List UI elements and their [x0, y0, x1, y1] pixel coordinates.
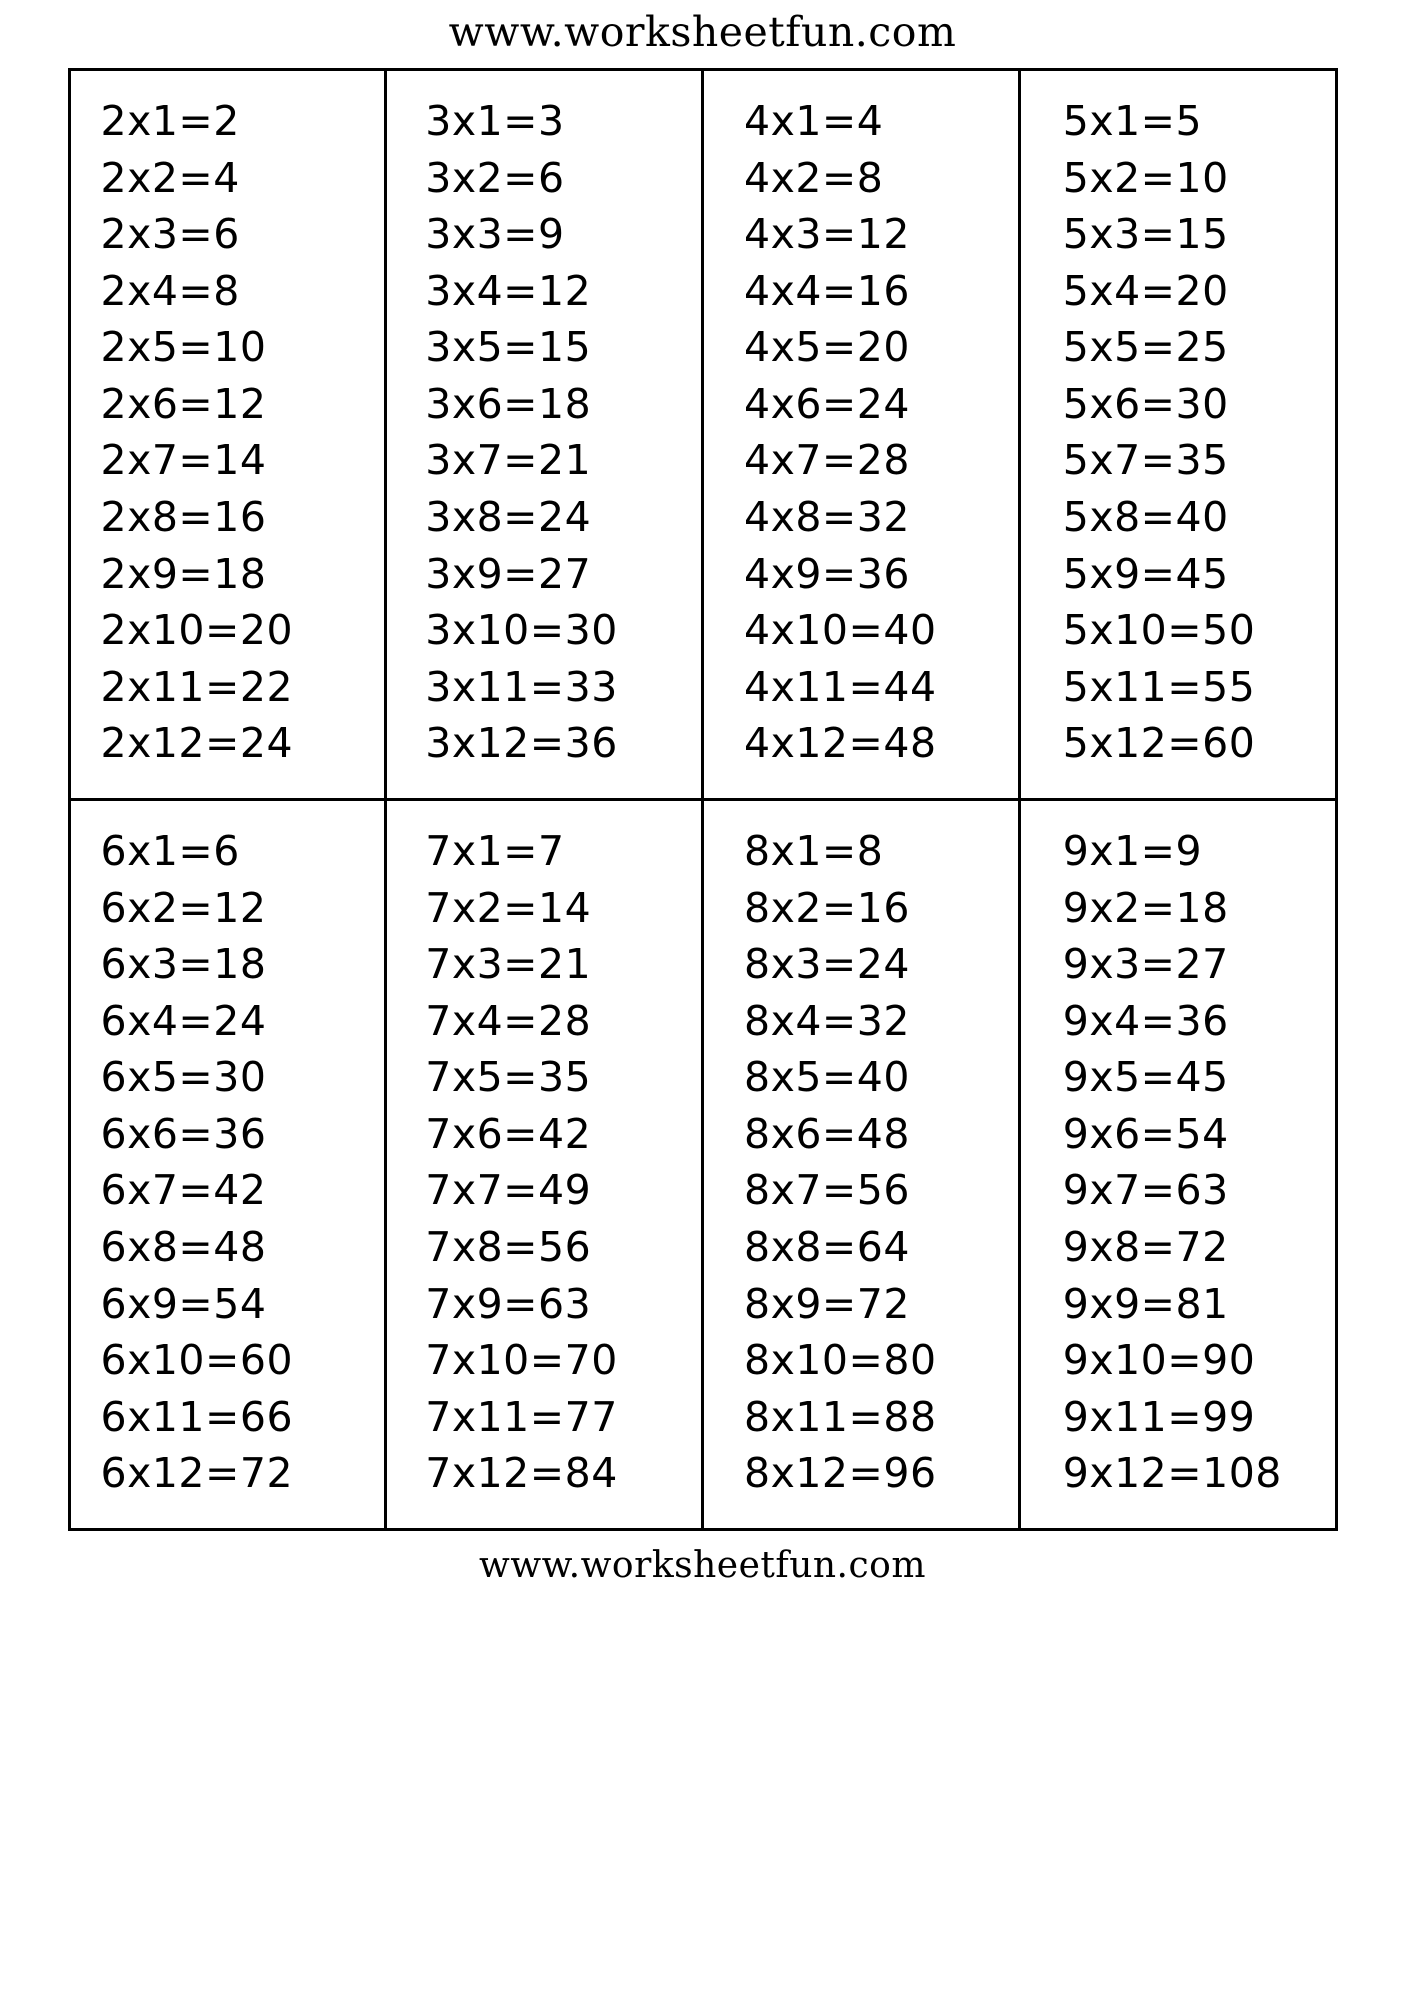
table-line: 2x7=14 — [100, 436, 267, 485]
table-line: 2x3=6 — [100, 210, 240, 259]
table-column-3 — [384, 71, 701, 798]
table-line: 4x2=8 — [744, 153, 884, 202]
table-line: 3x10=30 — [425, 606, 618, 655]
table-line: 9x5=45 — [1062, 1053, 1229, 1102]
table-line: 2x9=18 — [100, 549, 267, 598]
table-line: 8x2=16 — [744, 883, 910, 932]
table-line: 9x11=99 — [1062, 1392, 1256, 1441]
table-line: 2x8=16 — [100, 493, 267, 542]
table-line: 7x11=77 — [425, 1392, 618, 1441]
table-line: 3x3=9 — [425, 210, 565, 259]
table-line: 6x1=6 — [100, 826, 240, 875]
table-line: 5x2=10 — [1062, 153, 1229, 202]
table-line: 4x10=40 — [744, 606, 937, 655]
table-line: 7x2=14 — [425, 883, 592, 932]
table-column-7 — [384, 801, 701, 1528]
table-line: 2x11=22 — [100, 662, 294, 711]
table-line: 2x2=4 — [100, 153, 240, 202]
table-line: 7x10=70 — [425, 1336, 618, 1385]
table-column-6 — [71, 801, 385, 1528]
table-column-4 — [701, 71, 1018, 798]
table-line: 6x11=66 — [100, 1392, 294, 1441]
table-line: 4x7=28 — [744, 436, 910, 485]
table-line: 8x8=64 — [744, 1222, 910, 1271]
table-line: 9x8=72 — [1062, 1222, 1229, 1271]
table-line: 7x4=28 — [425, 996, 592, 1045]
table-line: 4x12=48 — [744, 719, 937, 768]
table-line: 8x7=56 — [744, 1166, 910, 1215]
table-line: 6x8=48 — [100, 1222, 267, 1271]
table-line: 2x10=20 — [100, 606, 294, 655]
table-line: 7x7=49 — [425, 1166, 592, 1215]
table-line: 5x10=50 — [1062, 606, 1256, 655]
table-line: 3x12=36 — [425, 719, 618, 768]
table-line: 8x11=88 — [744, 1392, 937, 1441]
table-line: 3x8=24 — [425, 493, 592, 542]
table-line: 5x9=45 — [1062, 549, 1229, 598]
table-line: 8x6=48 — [744, 1109, 910, 1158]
table-line: 6x2=12 — [100, 883, 267, 932]
table-line: 5x8=40 — [1062, 493, 1229, 542]
table-line: 6x3=18 — [100, 940, 267, 989]
table-line: 7x1=7 — [425, 826, 565, 875]
table-line: 5x5=25 — [1062, 323, 1229, 372]
table-line: 4x3=12 — [744, 210, 910, 259]
table-line: 9x9=81 — [1062, 1279, 1229, 1328]
table-line: 9x2=18 — [1062, 883, 1229, 932]
table-line: 8x1=8 — [744, 826, 884, 875]
table-line: 6x4=24 — [100, 996, 267, 1045]
table-line: 6x10=60 — [100, 1336, 294, 1385]
table-line: 8x10=80 — [744, 1336, 937, 1385]
table-line: 3x11=33 — [425, 662, 618, 711]
table-line: 3x7=21 — [425, 436, 592, 485]
table-line: 7x9=63 — [425, 1279, 592, 1328]
table-line: 6x5=30 — [100, 1053, 267, 1102]
table-line: 8x3=24 — [744, 940, 910, 989]
table-line: 3x6=18 — [425, 379, 592, 428]
table-line: 9x10=90 — [1062, 1336, 1256, 1385]
multiplication-tables-grid — [68, 68, 1338, 1531]
site-url-top: www.worksheetfun.com — [448, 8, 957, 56]
table-line: 3x4=12 — [425, 266, 592, 315]
table-line: 5x6=30 — [1062, 379, 1229, 428]
table-line: 9x4=36 — [1062, 996, 1229, 1045]
table-line: 2x4=8 — [100, 266, 240, 315]
table-line: 3x9=27 — [425, 549, 592, 598]
table-line: 4x1=4 — [744, 97, 884, 145]
table-line: 4x11=44 — [744, 662, 937, 711]
table-line: 3x5=15 — [425, 323, 592, 372]
table-line: 5x11=55 — [1062, 662, 1256, 711]
table-line: 5x4=20 — [1062, 266, 1229, 315]
table-line: 6x12=72 — [100, 1449, 294, 1498]
table-line: 4x9=36 — [744, 549, 910, 598]
table-line: 2x6=12 — [100, 379, 267, 428]
table-line: 9x6=54 — [1062, 1109, 1229, 1158]
site-url-bottom: www.worksheetfun.com — [479, 1544, 926, 1586]
table-column-9 — [1018, 801, 1335, 1528]
table-line: 2x5=10 — [100, 323, 267, 372]
table-line: 9x7=63 — [1062, 1166, 1229, 1215]
table-line: 4x4=16 — [744, 266, 910, 315]
table-line: 4x8=32 — [744, 493, 910, 542]
table-line: 9x3=27 — [1062, 940, 1229, 989]
table-line: 4x5=20 — [744, 323, 910, 372]
table-line: 7x6=42 — [425, 1109, 592, 1158]
table-line: 7x3=21 — [425, 940, 592, 989]
table-line: 7x5=35 — [425, 1053, 592, 1102]
table-line: 2x12=24 — [100, 719, 294, 768]
table-line: 8x12=96 — [744, 1449, 937, 1498]
table-line: 8x5=40 — [744, 1053, 910, 1102]
tables-row-bottom — [71, 798, 1335, 1528]
table-line: 5x7=35 — [1062, 436, 1229, 485]
table-line: 9x1=9 — [1062, 826, 1203, 875]
table-line: 7x12=84 — [425, 1449, 618, 1498]
table-column-8 — [701, 801, 1018, 1528]
tables-row-top — [71, 71, 1335, 798]
table-line: 3x2=6 — [425, 153, 565, 202]
table-line: 7x8=56 — [425, 1222, 592, 1271]
table-line: 5x3=15 — [1062, 210, 1229, 259]
table-line: 9x12=108 — [1062, 1449, 1282, 1498]
table-line: 4x6=24 — [744, 379, 910, 428]
table-line: 6x6=36 — [100, 1109, 267, 1158]
table-line: 6x7=42 — [100, 1166, 267, 1215]
table-line: 8x4=32 — [744, 996, 910, 1045]
table-column-2 — [71, 71, 385, 798]
table-line: 6x9=54 — [100, 1279, 267, 1328]
table-line: 3x1=3 — [425, 97, 565, 145]
table-column-5 — [1018, 71, 1335, 798]
table-line: 5x1=5 — [1062, 97, 1203, 145]
table-line: 8x9=72 — [744, 1279, 910, 1328]
table-line: 5x12=60 — [1062, 719, 1256, 768]
table-line: 2x1=2 — [100, 97, 240, 145]
